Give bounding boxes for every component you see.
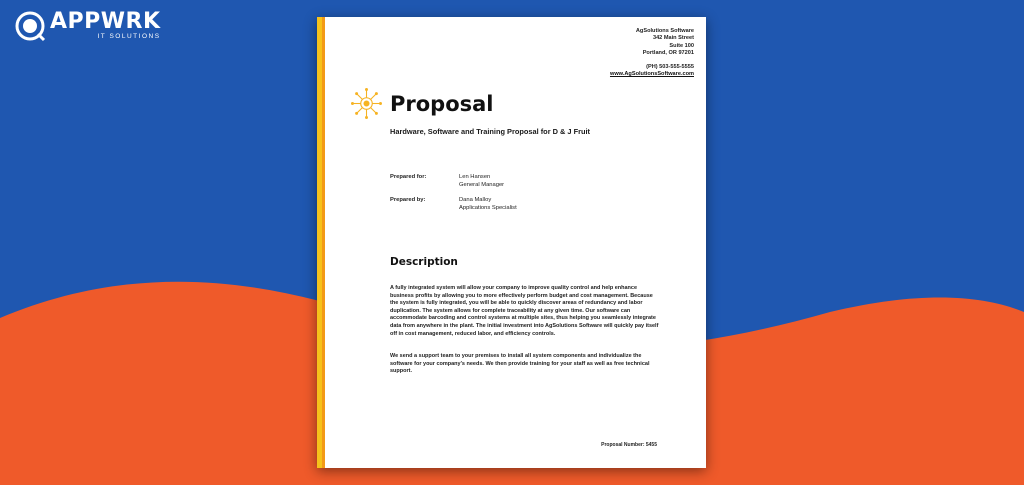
title-row — [350, 87, 494, 120]
prepared-for-role: General Manager — [459, 182, 505, 188]
document-title: Proposal — [390, 91, 494, 116]
description-paragraph-1: A fully integrated system will allow your company to improve quality control and help enhance business profits by allowing you to more effectively perform budget and cost management. Because the system is fully integrated, you will be able to quickly discover areas of redundancy and labor duplication. The system allows for complete traceability at any given time. Our software can accommodate barcoding and control systems at multiple sites, thus helping you seamlessly integrate data from anywhere in the plant. The initial investment into AgSolutions Software will quickly pay itself off in cost management, reduced labor, and efficiency controls. — [390, 285, 659, 337]
proposal-document — [317, 17, 706, 468]
prepared-by-name: Dana Malloy — [459, 197, 492, 203]
accent-stripe-orange — [322, 17, 325, 468]
document-subtitle: Hardware, Software and Training Proposal for D & J Fruit — [390, 127, 590, 136]
company-suite: Suite 100 — [669, 42, 694, 49]
sun-network-icon — [350, 87, 383, 120]
appwrk-logo[interactable] — [14, 10, 161, 42]
description-paragraph-2: We send a support team to your premises to install all system components and individualize the software for your company's needs. We then provide training for your staff as well as free technical support. — [390, 353, 650, 375]
brand-name: APPWRK — [50, 9, 161, 35]
company-website-link[interactable]: www.AgSolutionsSoftware.com — [609, 71, 694, 78]
company-name: AgSolutions Software — [635, 28, 694, 34]
company-street: 342 Main Street — [652, 35, 694, 42]
prepared-for-label: Prepared for: — [390, 174, 427, 180]
company-address-block — [610, 28, 694, 79]
company-city: Portland, OR 97201 — [642, 49, 694, 56]
description-heading: Description — [390, 256, 458, 268]
prepared-for-name: Len Hansen — [459, 174, 491, 180]
prepared-by-label: Prepared by: — [390, 197, 426, 203]
chat-bubble-icon — [14, 10, 46, 42]
proposal-number: Proposal Number: 5455 — [601, 442, 657, 448]
prepared-by-role: Applications Specialist — [459, 205, 517, 211]
brand-subtitle: IT SOLUTIONS — [97, 33, 161, 41]
company-phone: (PH) 503-555-5555 — [646, 64, 694, 71]
